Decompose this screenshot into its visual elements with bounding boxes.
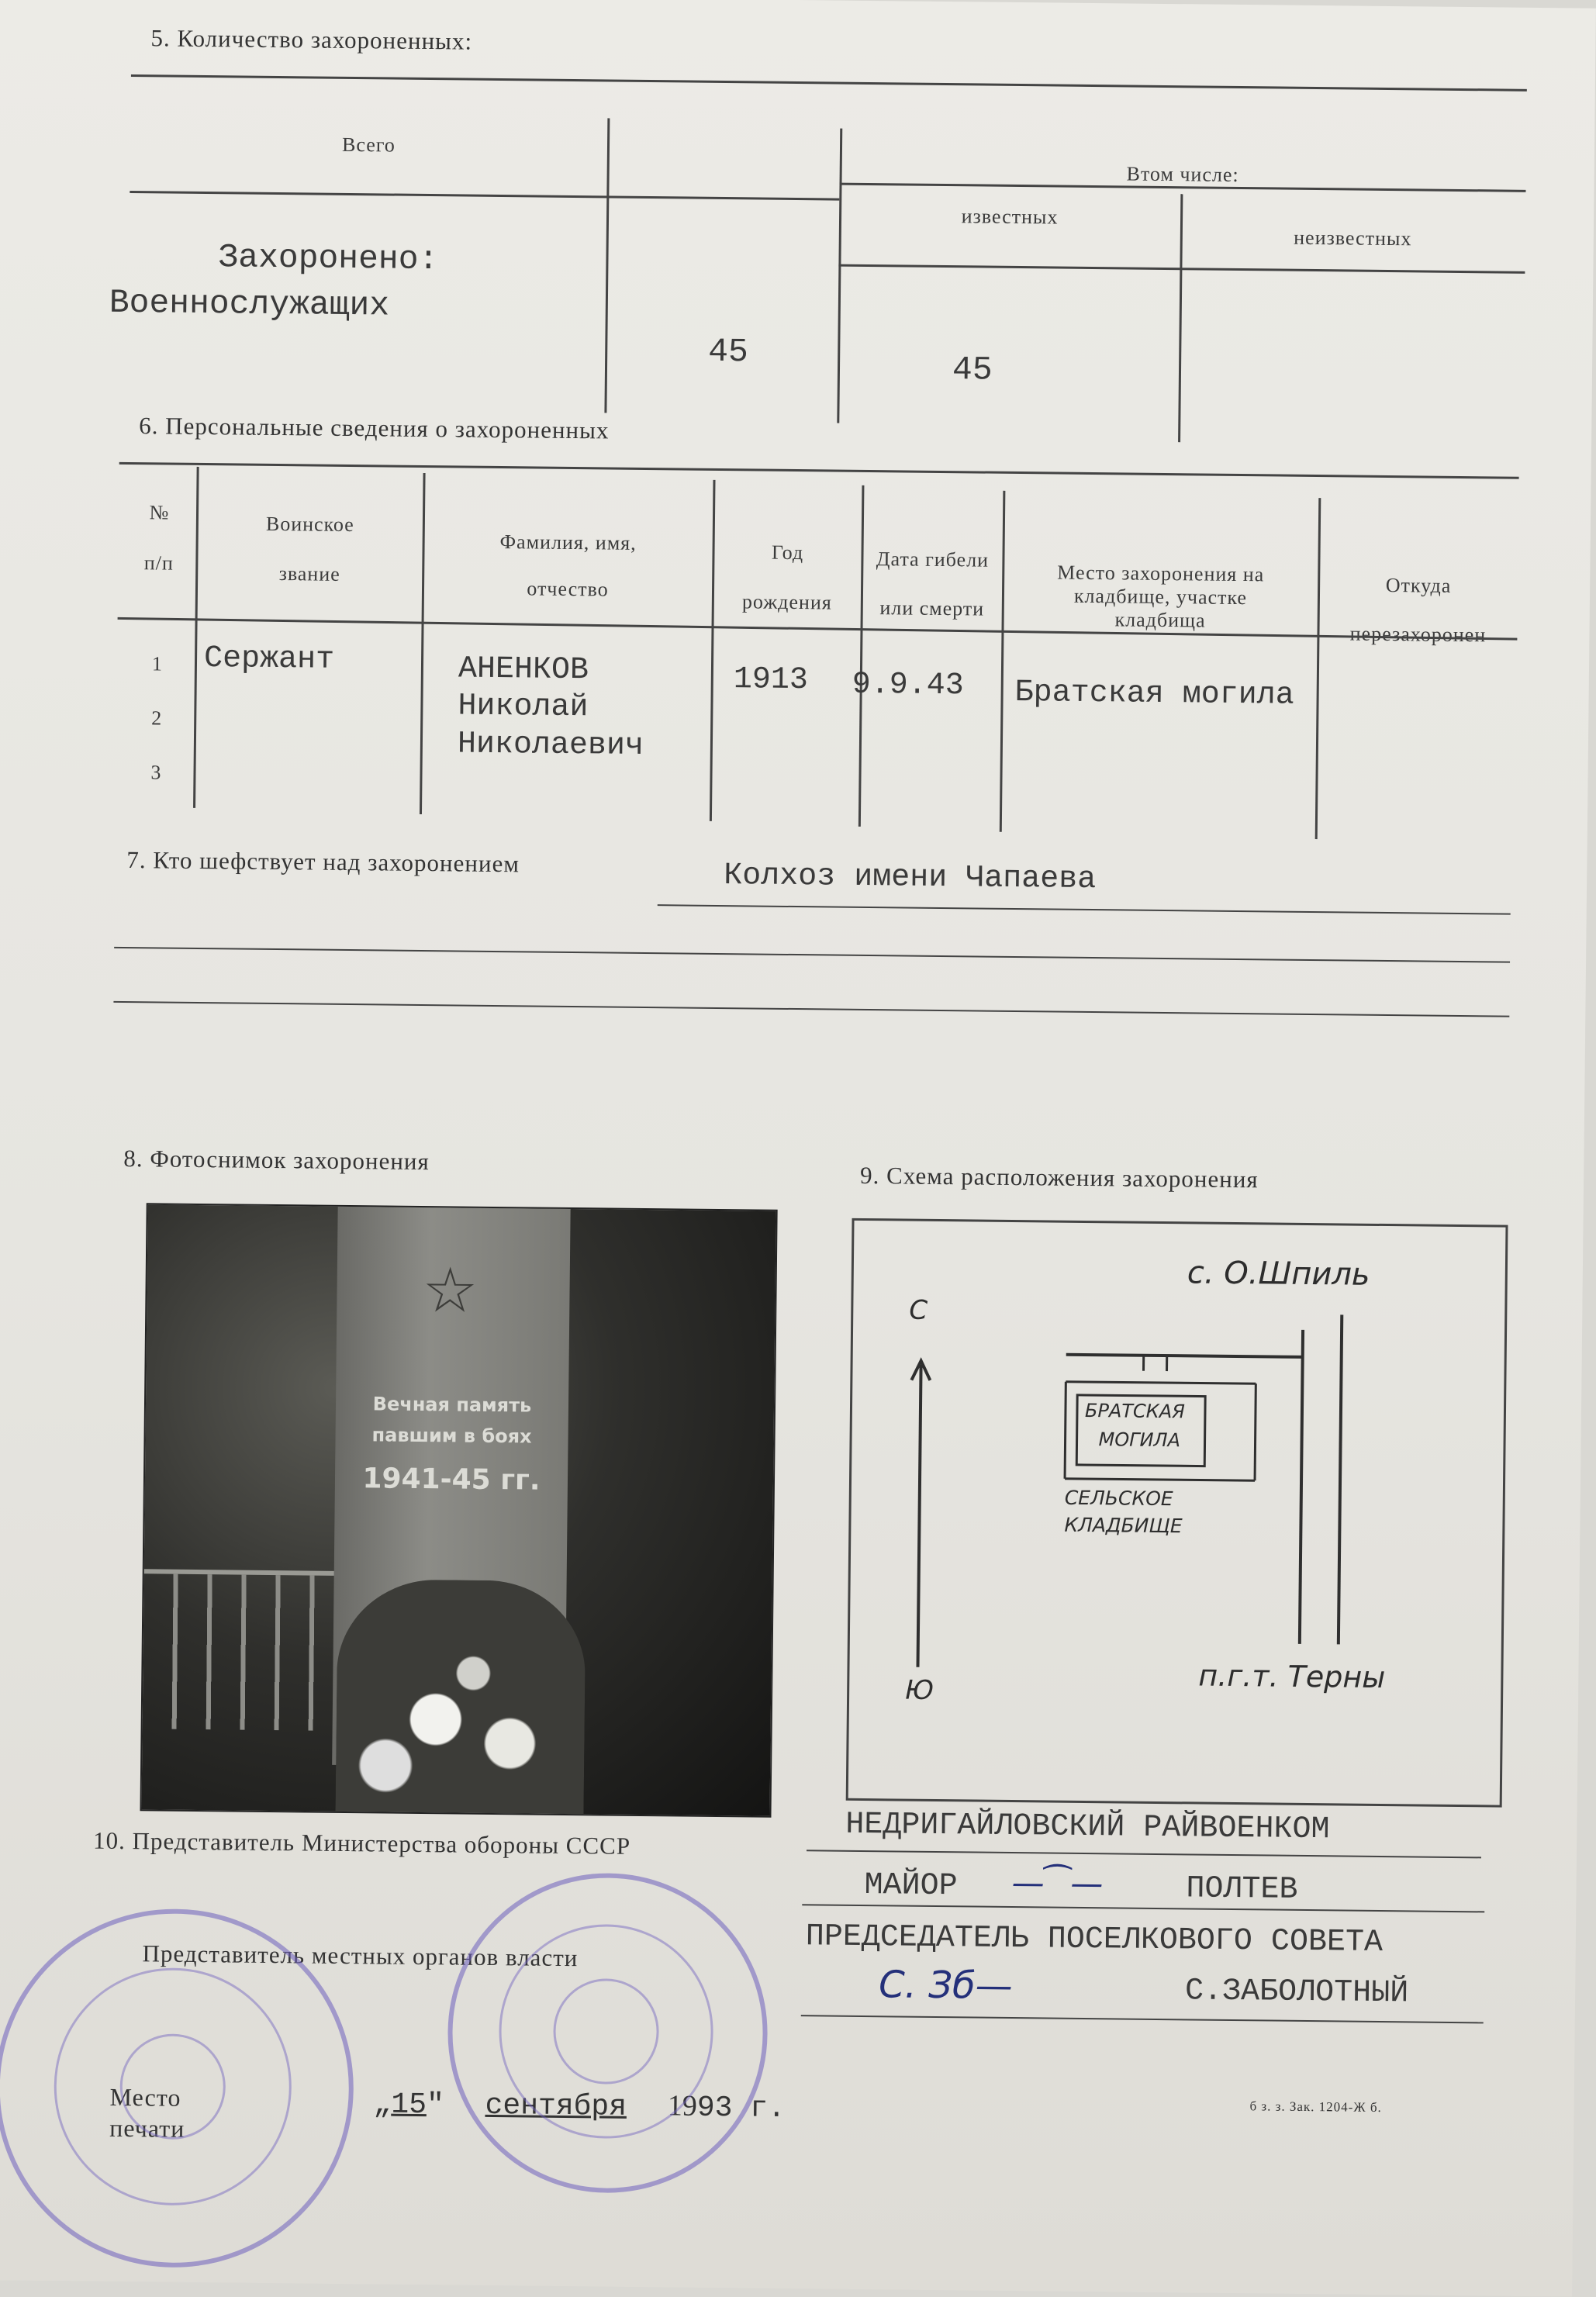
cemetery-label-1: СЕЛЬСКОЕ bbox=[1065, 1487, 1173, 1510]
north-label: С bbox=[909, 1295, 928, 1326]
south-label: Ю bbox=[905, 1675, 934, 1706]
emblem-icon bbox=[119, 2033, 226, 2140]
record-patronymic: Николаевич bbox=[458, 727, 644, 764]
date-close-quote: " bbox=[427, 2088, 444, 2122]
date-month: сентября bbox=[485, 2089, 627, 2124]
header-place-2: кладбище, участке bbox=[1004, 584, 1318, 610]
local-authority-label: Представитель местных органов власти bbox=[142, 1939, 578, 1972]
buried-label-1: Захоронено: bbox=[218, 238, 438, 278]
header-from-1: Откуда bbox=[1319, 573, 1518, 599]
record-first-name: Николай bbox=[458, 689, 588, 725]
header-birth-2: рождения bbox=[713, 590, 861, 615]
section-5-title: 5. Количество захороненных: bbox=[150, 24, 472, 55]
local-name: С.ЗАБОЛОТНЫЙ bbox=[1185, 1974, 1409, 2011]
section-6-title: 6. Персональные сведения о захороненных bbox=[139, 412, 610, 444]
section-9-label: 9. Схема расположения захоронения bbox=[860, 1162, 1259, 1193]
mod-line-2 bbox=[802, 1904, 1484, 1912]
total-value: 45 bbox=[708, 333, 748, 371]
patron-value: Колхоз имени Чапаева bbox=[724, 858, 1097, 897]
emblem-icon-2 bbox=[553, 1978, 659, 2085]
table6-divider-6 bbox=[1315, 498, 1321, 839]
table6-divider-5 bbox=[1000, 491, 1006, 832]
header-death-1: Дата гибели bbox=[862, 547, 1002, 572]
table6-divider-4 bbox=[858, 485, 865, 827]
grave-label-2: МОГИЛА bbox=[1098, 1428, 1180, 1451]
section7-line-1 bbox=[658, 904, 1511, 915]
seal-place-label-2: печати bbox=[109, 2114, 185, 2143]
header-name-1: Фамилия, имя, bbox=[424, 530, 713, 556]
row-number-2: 2 bbox=[151, 706, 162, 730]
header-from-2: перезахоронен bbox=[1318, 622, 1517, 648]
header-death-2: или смерти bbox=[862, 596, 1002, 621]
header-name-2: отчество bbox=[423, 576, 712, 603]
table5-divider-1 bbox=[604, 118, 610, 413]
row-number-1: 1 bbox=[152, 652, 163, 675]
header-rank-2: звание bbox=[197, 561, 422, 587]
buried-label-2: Военнослужащих bbox=[109, 284, 390, 325]
local-signature: С. Зб— bbox=[879, 1963, 1013, 2008]
header-birth-1: Год bbox=[713, 541, 861, 565]
local-organization: ПРЕДСЕДАТЕЛЬ ПОСЕЛКОВОГО СОВЕТА bbox=[806, 1919, 1384, 1960]
date-open-quote: „ bbox=[373, 2088, 391, 2121]
header-place-1: Место захоронения на bbox=[1004, 561, 1318, 587]
mod-line-1 bbox=[807, 1850, 1481, 1858]
table6-top-line bbox=[119, 462, 1519, 479]
scheme-drawing bbox=[848, 1221, 1506, 1805]
village-top-label: с. О.Шпиль bbox=[1187, 1255, 1370, 1292]
section7-line-3 bbox=[113, 1001, 1509, 1017]
section-10-label: 10. Представитель Министерства обороны СССР bbox=[93, 1827, 630, 1860]
flowers bbox=[336, 1579, 586, 1814]
photo-text-2: павшим в боях bbox=[362, 1424, 541, 1447]
record-death-date: 9.9.43 bbox=[852, 668, 964, 704]
mod-name: ПОЛТЕВ bbox=[1186, 1871, 1297, 1908]
section7-line-2 bbox=[114, 947, 1510, 963]
village-bottom-label: п.г.т. Терны bbox=[1198, 1659, 1385, 1695]
date-year-suffix: 93 г. bbox=[697, 2091, 786, 2126]
location-scheme bbox=[846, 1218, 1508, 1808]
grave-label-1: БРАТСКАЯ bbox=[1085, 1400, 1185, 1422]
col-total-header: Всего bbox=[130, 131, 607, 159]
known-value: 45 bbox=[952, 351, 993, 389]
photo-text-3: 1941-45 гг. bbox=[362, 1463, 541, 1496]
table5-top-line bbox=[131, 74, 1527, 92]
military-commissariat-stamp bbox=[446, 1871, 769, 2194]
mod-rank: МАЙОР bbox=[864, 1868, 957, 1904]
record-surname: АНЕНКОВ bbox=[458, 651, 589, 688]
burial-photo bbox=[140, 1203, 777, 1817]
mod-signature: —⁀— bbox=[1011, 1864, 1103, 1902]
seal-place-label-1: Место bbox=[109, 2083, 181, 2112]
row-number-3: 3 bbox=[150, 761, 161, 784]
header-num-2: п/п bbox=[122, 551, 195, 575]
local-line bbox=[801, 2015, 1484, 2023]
section-8-label: 8. Фотоснимок захоронения bbox=[123, 1145, 430, 1176]
record-place: Братская могила bbox=[1014, 675, 1294, 713]
record-birth-year: 1913 bbox=[734, 662, 808, 698]
col-including-header: Втом числе: bbox=[840, 160, 1526, 190]
table5-header-line bbox=[130, 191, 839, 201]
header-place-3: кладбища bbox=[1004, 607, 1318, 634]
table6-divider-3 bbox=[710, 480, 716, 821]
photo-text-1: Вечная память bbox=[363, 1393, 541, 1416]
mod-organization: НЕДРИГАЙЛОВСКИЙ РАЙВОЕНКОМ bbox=[845, 1808, 1330, 1848]
date-day: 15 bbox=[391, 2088, 427, 2122]
col-unknown-header: неизвестных bbox=[1180, 225, 1525, 252]
date-year-prefix: 19 bbox=[668, 2089, 697, 2122]
fence bbox=[143, 1569, 334, 1731]
col-known-header: известных bbox=[839, 204, 1180, 231]
header-num-1: № bbox=[123, 501, 196, 525]
print-info: б з. з. Зак. 1204-Ж б. bbox=[1249, 2098, 1381, 2116]
record-rank: Сержант bbox=[204, 641, 334, 678]
section-7-label: 7. Кто шефствует над захоронением bbox=[126, 846, 520, 878]
header-rank-1: Воинское bbox=[198, 512, 423, 537]
cemetery-label-2: КЛАДБИЩЕ bbox=[1064, 1514, 1182, 1538]
star-icon: ☆ bbox=[422, 1254, 478, 1327]
